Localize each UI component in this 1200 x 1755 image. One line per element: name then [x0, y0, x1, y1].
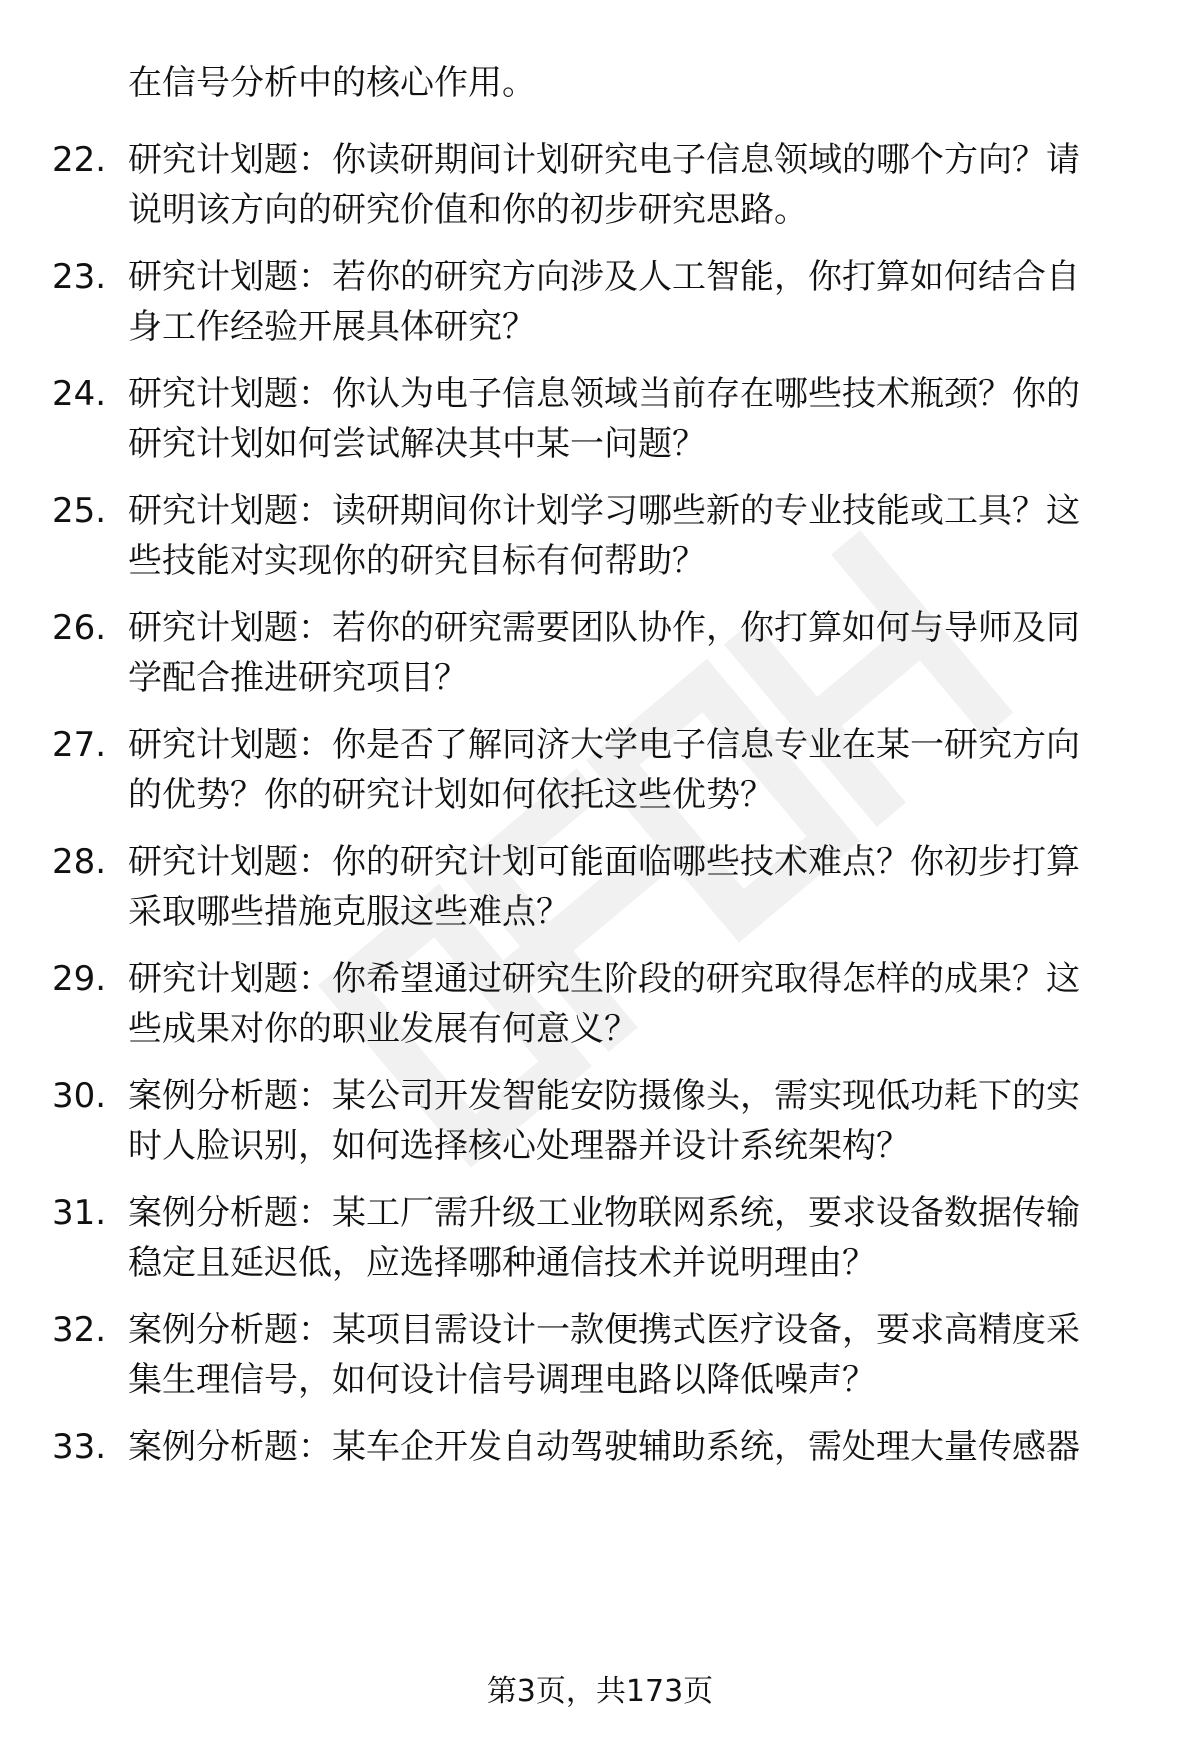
question-number: 25. — [52, 491, 107, 531]
question-number: 24. — [52, 374, 107, 414]
question-text-line: 稳定且延迟低，应选择哪种通信技术并说明理由？ — [128, 1243, 876, 1283]
continuation-text: 在信号分析中的核心作用。 — [128, 63, 536, 103]
question-item — [0, 135, 1200, 245]
question-item — [0, 603, 1200, 713]
question-text-line: 研究计划题：你读研期间计划研究电子信息领域的哪个方向？请 — [128, 140, 1080, 180]
question-number: 26. — [52, 608, 107, 648]
question-text-line: 案例分析题：某工厂需升级工业物联网系统，要求设备数据传输 — [128, 1193, 1080, 1233]
question-text-line: 些成果对你的职业发展有何意义？ — [128, 1009, 638, 1049]
question-text-line: 研究计划题：若你的研究方向涉及人工智能，你打算如何结合自 — [128, 257, 1080, 297]
question-number: 30. — [52, 1076, 107, 1116]
question-text-line: 说明该方向的研究价值和你的初步研究思路。 — [128, 190, 808, 230]
question-item — [0, 720, 1200, 830]
question-text-line: 案例分析题：某车企开发自动驾驶辅助系统，需处理大量传感器 — [128, 1427, 1080, 1467]
question-number: 31. — [52, 1193, 107, 1233]
question-number: 23. — [52, 257, 107, 297]
question-item — [0, 1422, 1200, 1532]
question-number: 22. — [52, 140, 107, 180]
question-text-line: 的优势？你的研究计划如何依托这些优势？ — [128, 775, 774, 815]
page-footer: 第3页，共173页 — [486, 1674, 714, 1709]
question-item — [0, 954, 1200, 1064]
question-text-line: 研究计划题：你希望通过研究生阶段的研究取得怎样的成果？这 — [128, 959, 1080, 999]
question-text-line: 时人脸识别，如何选择核心处理器并设计系统架构？ — [128, 1126, 910, 1166]
question-item — [0, 1305, 1200, 1415]
question-item — [0, 1071, 1200, 1181]
question-text-line: 采取哪些措施克服这些难点？ — [128, 892, 570, 932]
question-text-line: 研究计划题：你的研究计划可能面临哪些技术难点？你初步打算 — [128, 842, 1080, 882]
question-number: 33. — [52, 1427, 107, 1467]
question-text-line: 研究计划题：你是否了解同济大学电子信息专业在某一研究方向 — [128, 725, 1080, 765]
question-item — [0, 486, 1200, 596]
question-text-line: 案例分析题：某公司开发智能安防摄像头，需实现低功耗下的实 — [128, 1076, 1080, 1116]
question-text-line: 研究计划题：若你的研究需要团队协作，你打算如何与导师及同 — [128, 608, 1080, 648]
question-item — [0, 1188, 1200, 1298]
question-text-line: 研究计划如何尝试解决其中某一问题？ — [128, 424, 706, 464]
question-text-line: 案例分析题：某项目需设计一款便携式医疗设备，要求高精度采 — [128, 1310, 1080, 1350]
question-item — [0, 369, 1200, 479]
question-text-line: 集生理信号，如何设计信号调理电路以降低噪声？ — [128, 1360, 876, 1400]
question-number: 32. — [52, 1310, 107, 1350]
question-item — [0, 837, 1200, 947]
question-number: 27. — [52, 725, 107, 765]
question-text-line: 些技能对实现你的研究目标有何帮助？ — [128, 541, 706, 581]
question-number: 29. — [52, 959, 107, 999]
question-text-line: 身工作经验开展具体研究？ — [128, 307, 536, 347]
question-text-line: 研究计划题：你认为电子信息领域当前存在哪些技术瓶颈？你的 — [128, 374, 1080, 414]
question-item — [0, 252, 1200, 362]
question-text-line: 研究计划题：读研期间你计划学习哪些新的专业技能或工具？这 — [128, 491, 1080, 531]
question-text-line: 学配合推进研究项目？ — [128, 658, 468, 698]
question-number: 28. — [52, 842, 107, 882]
